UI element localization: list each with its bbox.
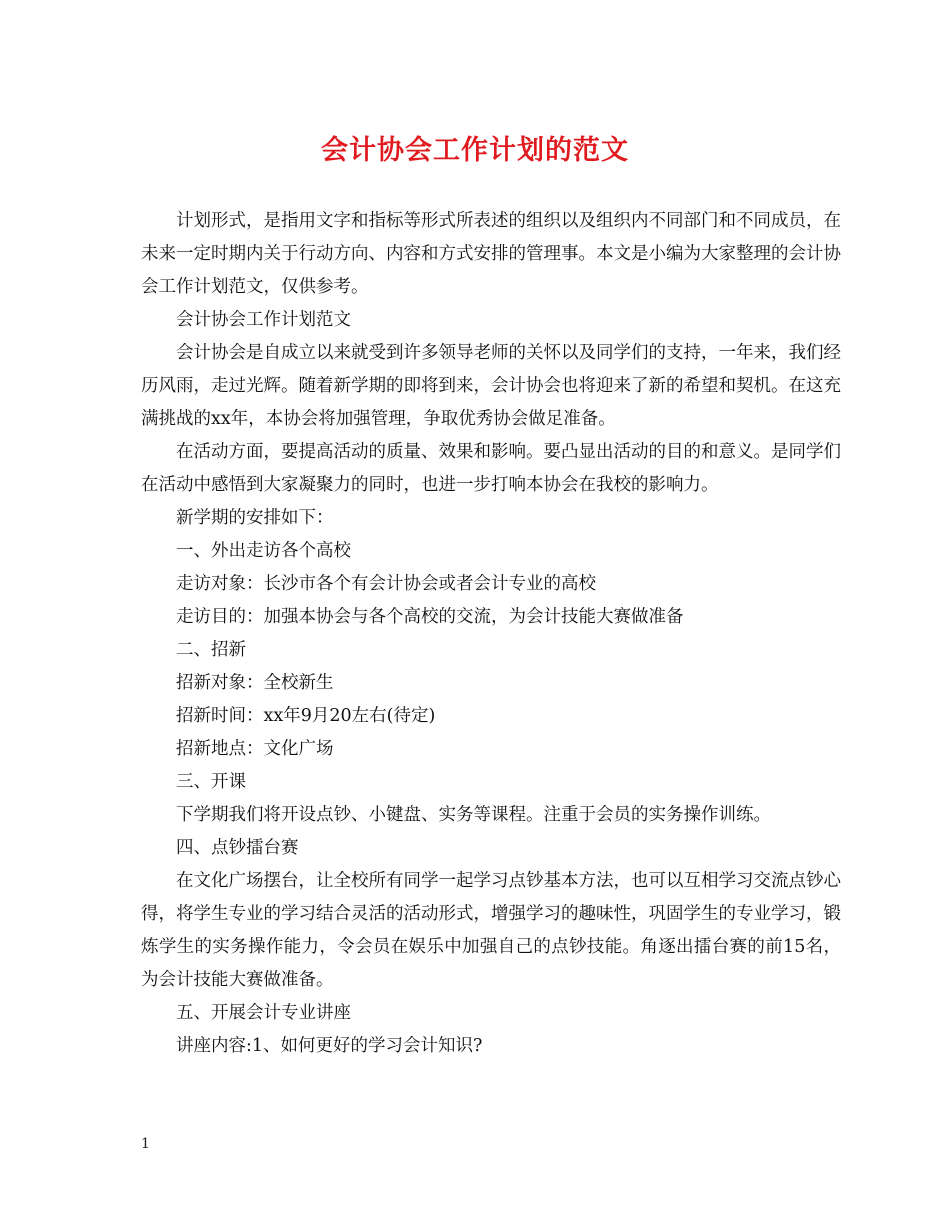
paragraph: 走访对象：长沙市各个有会计协会或者会计专业的高校 xyxy=(176,574,596,594)
paragraph: 新学期的安排如下： xyxy=(176,508,334,528)
paragraph: 走访目的：加强本协会与各个高校的交流，为会计技能大赛做准备 xyxy=(176,607,684,627)
section-heading: 一、外出走访各个高校 xyxy=(176,541,351,561)
paragraph: 招新地点：文化广场 xyxy=(176,739,334,759)
document-title: 会计协会工作计划的范文 xyxy=(321,135,629,166)
paragraph: 在活动方面，要提高活动的质量、效果和影响。要凸显出活动的目的和意义。是同学们在活动中感悟到大家凝聚力的同时，也进一步打响本协会在我校的影响力。 xyxy=(141,442,841,495)
paragraph: 在文化广场摆台，让全校所有同学一起学习点钞基本方法，也可以互相学习交流点钞心得，将学生专业的学习结合灵活的活动形式，增强学习的趣味性，巩固学生的专业学习，锻炼学生的实务操作能力，令会员在娱乐中加强自己的点钞技能。角逐出擂台赛的前15名，为会计技能大赛做准备。 xyxy=(141,871,841,990)
paragraph: 讲座内容:1、如何更好的学习会计知识? xyxy=(176,1036,483,1056)
section-heading: 四、点钞擂台赛 xyxy=(176,838,299,858)
document-body xyxy=(141,205,841,1063)
section-heading: 二、招新 xyxy=(176,640,246,660)
section-heading: 五、开展会计专业讲座 xyxy=(176,1003,351,1023)
section-heading: 三、开课 xyxy=(176,772,246,792)
page-number: 1 xyxy=(141,1136,150,1152)
paragraph: 会计协会工作计划范文 xyxy=(176,310,351,330)
paragraph: 招新时间：xx年9月20左右(待定) xyxy=(176,706,436,726)
paragraph: 会计协会是自成立以来就受到许多领导老师的关怀以及同学们的支持，一年来，我们经历风雨，走过光辉。随着新学期的即将到来，会计协会也将迎来了新的希望和契机。在这充满挑战的xx年，本协会将加强管理，争取优秀协会做足准备。 xyxy=(141,343,841,429)
paragraph: 计划形式，是指用文字和指标等形式所表述的组织以及组织内不同部门和不同成员，在未来一定时期内关于行动方向、内容和方式安排的管理事。本文是小编为大家整理的会计协会工作计划范文，仅供参考。 xyxy=(141,211,841,297)
paragraph: 招新对象：全校新生 xyxy=(176,673,334,693)
paragraph: 下学期我们将开设点钞、小键盘、实务等课程。注重于会员的实务操作训练。 xyxy=(176,805,771,825)
